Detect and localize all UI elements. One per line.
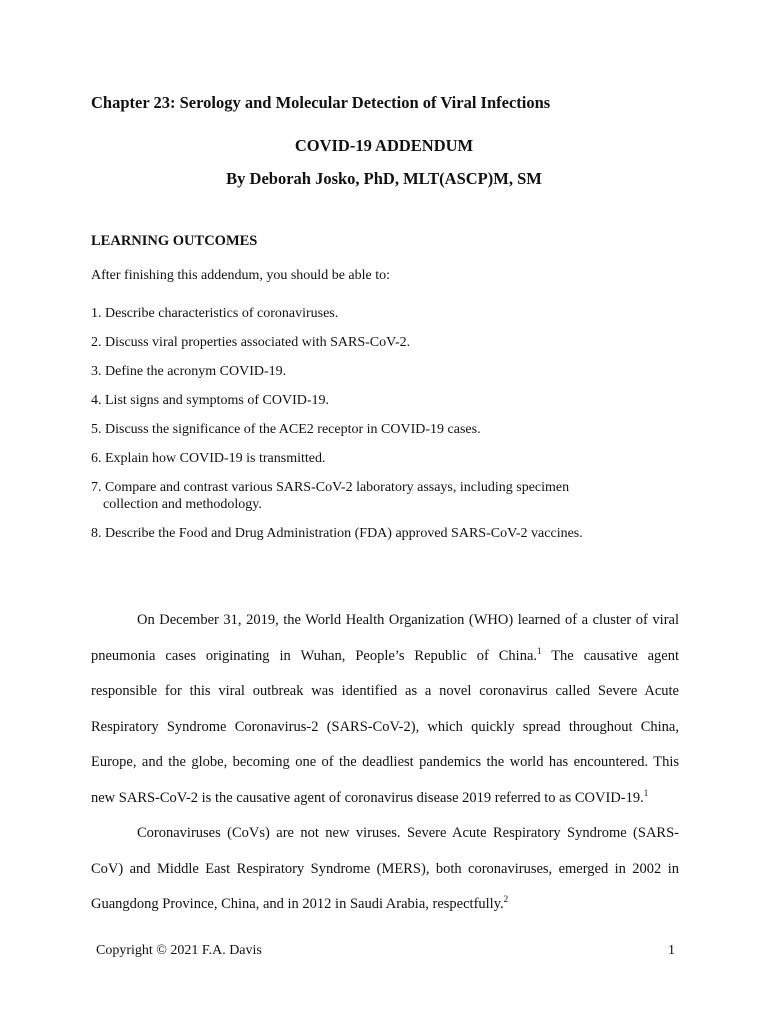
reference-superscript: 1 [643, 787, 649, 798]
reference-superscript: 1 [537, 645, 542, 656]
footer-page-number: 1 [668, 943, 675, 958]
outcome-item: 5. Discuss the significance of the ACE2 receptor in COVID-19 cases. [91, 422, 481, 437]
paragraph-text: Coronaviruses (CoVs) are not new viruses. Severe Acute Respiratory Syndrome (SARS-CoV) and Middle East Respiratory Syndrome (MERS), both coronaviruses, emerged in 2002 in Guangdong Province, China, and in 2012 in Saudi Arabia, respectfully. [91, 825, 679, 912]
learning-outcomes-list [91, 305, 691, 554]
footer-copyright: Copyright © 2021 F.A. Davis [96, 943, 262, 958]
paragraph-text: On December 31, 2019, the World Health Organization (WHO) learned of a cluster of viral pneumonia cases originating in Wuhan, People’s Republic of China. [91, 612, 679, 664]
addendum-title: COVID-19 ADDENDUM [294, 136, 474, 155]
author-byline: By Deborah Josko, PhD, MLT(ASCP)M, SM [226, 169, 542, 188]
paragraph [91, 816, 679, 923]
outcome-item: 4. List signs and symptoms of COVID-19. [91, 393, 329, 408]
paragraph-text: The causative agent responsible for this viral outbreak was identified as a novel coronavirus called Severe Acute Respiratory Syndrome Coronavirus-2 (SARS-CoV-2), which quickly spread throughout China, Europe, and the globe, becoming one of the deadliest pandemics the world has encountered. This new SARS-CoV-2 is the causative agent of coronavirus disease 2019 referred to as COVID-19. [91, 647, 679, 806]
outcome-item: 6. Explain how COVID-19 is transmitted. [91, 451, 326, 466]
outcome-item: 3. Define the acronym COVID-19. [91, 364, 287, 379]
learning-outcomes-heading: LEARNING OUTCOMES [91, 233, 258, 249]
outcome-item-line1: 7. Compare and contrast various SARS-CoV-2 laboratory assays, including specimen [91, 480, 570, 495]
body-text [91, 603, 679, 923]
outcome-item-line2: collection and methodology. [103, 497, 262, 512]
outcome-item: 2. Discuss viral properties associated with SARS-CoV-2. [91, 335, 411, 350]
learning-outcomes-intro: After finishing this addendum, you should be able to: [91, 268, 391, 283]
chapter-title: Chapter 23: Serology and Molecular Detection of Viral Infections [91, 93, 551, 112]
outcome-item: 1. Describe characteristics of coronaviruses. [91, 306, 339, 321]
paragraph [91, 603, 679, 816]
outcome-item: 8. Describe the Food and Drug Administration (FDA) approved SARS-CoV-2 vaccines. [91, 526, 583, 541]
reference-superscript: 2 [503, 894, 509, 905]
outcome-item [91, 479, 691, 513]
